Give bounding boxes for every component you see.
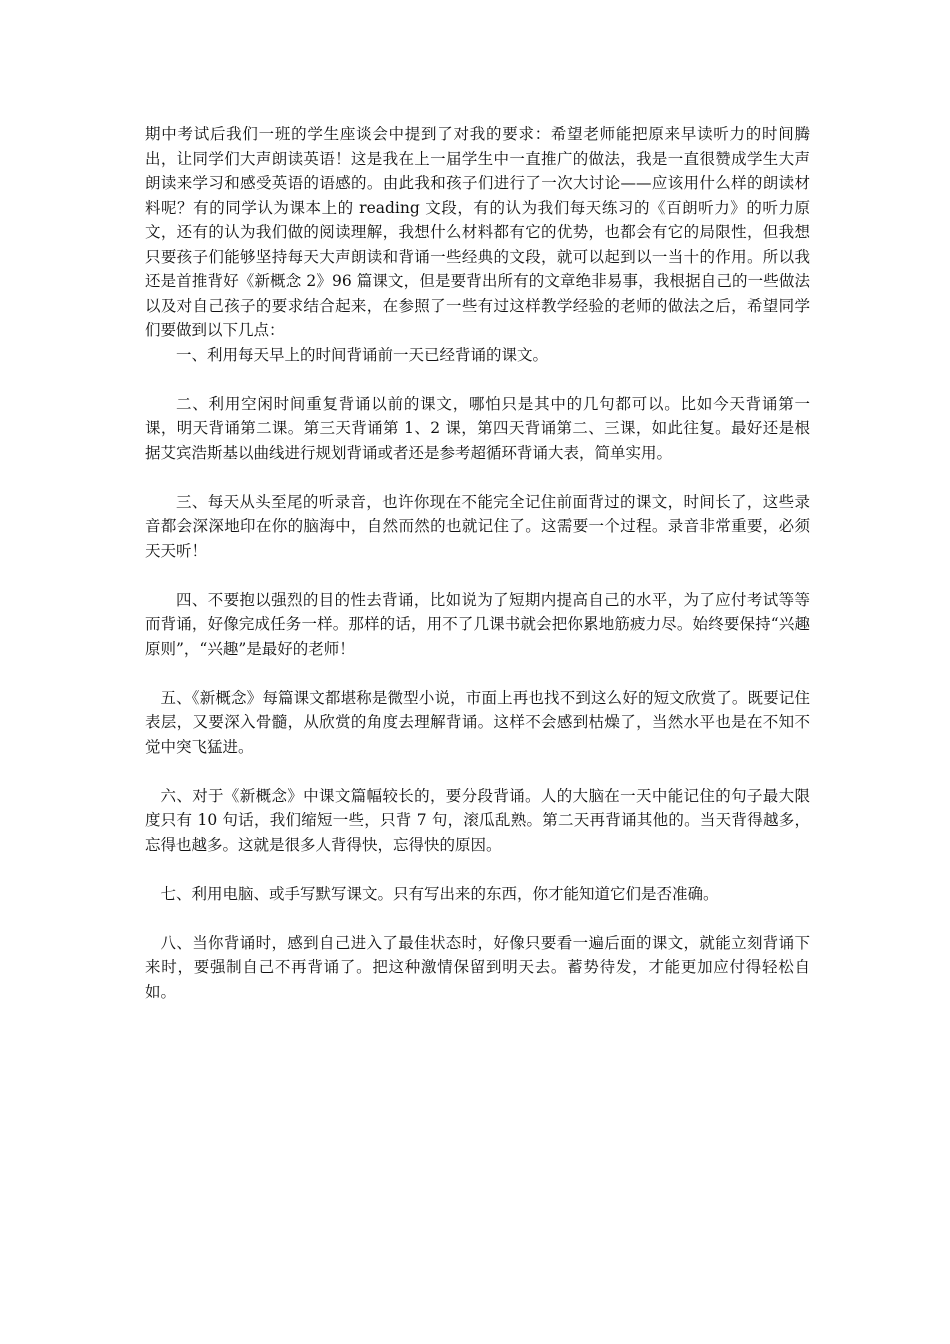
document-body bbox=[145, 122, 810, 1004]
point-6: 六、对于《新概念》中课文篇幅较长的，要分段背诵。人的大脑在一天中能记住的句子最大限度只有 10 句话，我们缩短一些，只背 7 句，滚瓜乱熟。第二天再背诵其他的。当天背得越多，忘得也越多。这就是很多人背得快，忘得快的原因。 bbox=[145, 786, 810, 854]
paragraph-gap bbox=[145, 661, 810, 686]
point-2: 二、利用空闲时间重复背诵以前的课文，哪怕只是其中的几句都可以。比如今天背诵第一课，明天背诵第二课。第三天背诵第 1、2 课，第四天背诵第二、三课，如此往复。最好还是根据艾宾浩斯基以曲线进行规划背诵或者还是参考超循环背诵大表，简单实用。 bbox=[145, 394, 810, 462]
paragraph-gap bbox=[145, 367, 810, 392]
point-3: 三、每天从头至尾的听录音，也许你现在不能完全记住前面背过的课文，时间长了，这些录音都会深深地印在你的脑海中，自然而然的也就记住了。这需要一个过程。录音非常重要，必须天天听！ bbox=[145, 492, 810, 560]
point-7: 七、利用电脑、或手写默写课文。只有写出来的东西，你才能知道它们是否准确。 bbox=[160, 884, 719, 903]
intro-paragraph: 期中考试后我们一班的学生座谈会中提到了对我的要求：希望老师能把原来早读听力的时间腾出，让同学们大声朗读英语！这是我在上一届学生中一直推广的做法，我是一直很赞成学生大声朗读来学习和感受英语的语感的。由此我和孩子们进行了一次大讨论——应该用什么样的朗读材料呢？有的同学认为课本上的 reading 文段，有的认为我们每天练习的《百朗听力》的听力原文，还有的认为我们做的阅读理解，我想什么材料都有它的优势，也都会有它的局限性，但我想只要孩子们能够坚持每天大声朗读和背诵一些经典的文段，就可以起到以一当十的作用。所以我还是首推背好《新概念 2》96 篇课文，但是要背出所有的文章绝非易事，我根据自己的一些做法以及对自己孩子的要求结合起来，在参照了一些有过这样教学经验的老师的做法之后，希望同学们要做到以下几点： bbox=[145, 125, 810, 339]
point-4: 四、不要抱以强烈的目的性去背诵，比如说为了短期内提高自己的水平，为了应付考试等等而背诵，好像完成任务一样。那样的话，用不了几课书就会把你累地筋疲力尽。始终要保持“兴趣原则”，“兴趣”是最好的老师！ bbox=[145, 590, 810, 658]
paragraph-gap bbox=[145, 465, 810, 490]
paragraph-gap bbox=[145, 759, 810, 784]
paragraph-gap bbox=[145, 563, 810, 588]
paragraph-gap bbox=[145, 857, 810, 882]
point-1: 一、利用每天早上的时间背诵前一天已经背诵的课文。 bbox=[176, 345, 549, 364]
point-5: 五、《新概念》每篇课文都堪称是微型小说，市面上再也找不到这么好的短文欣赏了。既要记住表层，又要深入骨髓，从欣赏的角度去理解背诵。这样不会感到枯燥了，当然水平也是在不知不觉中突飞猛进。 bbox=[145, 688, 810, 756]
point-8: 八、当你背诵时，感到自己进入了最佳状态时，好像只要看一遍后面的课文，就能立刻背诵下来时，要强制自己不再背诵了。把这种激情保留到明天去。蓄势待发，才能更加应付得轻松自如。 bbox=[145, 933, 810, 1001]
paragraph-gap bbox=[145, 906, 810, 931]
